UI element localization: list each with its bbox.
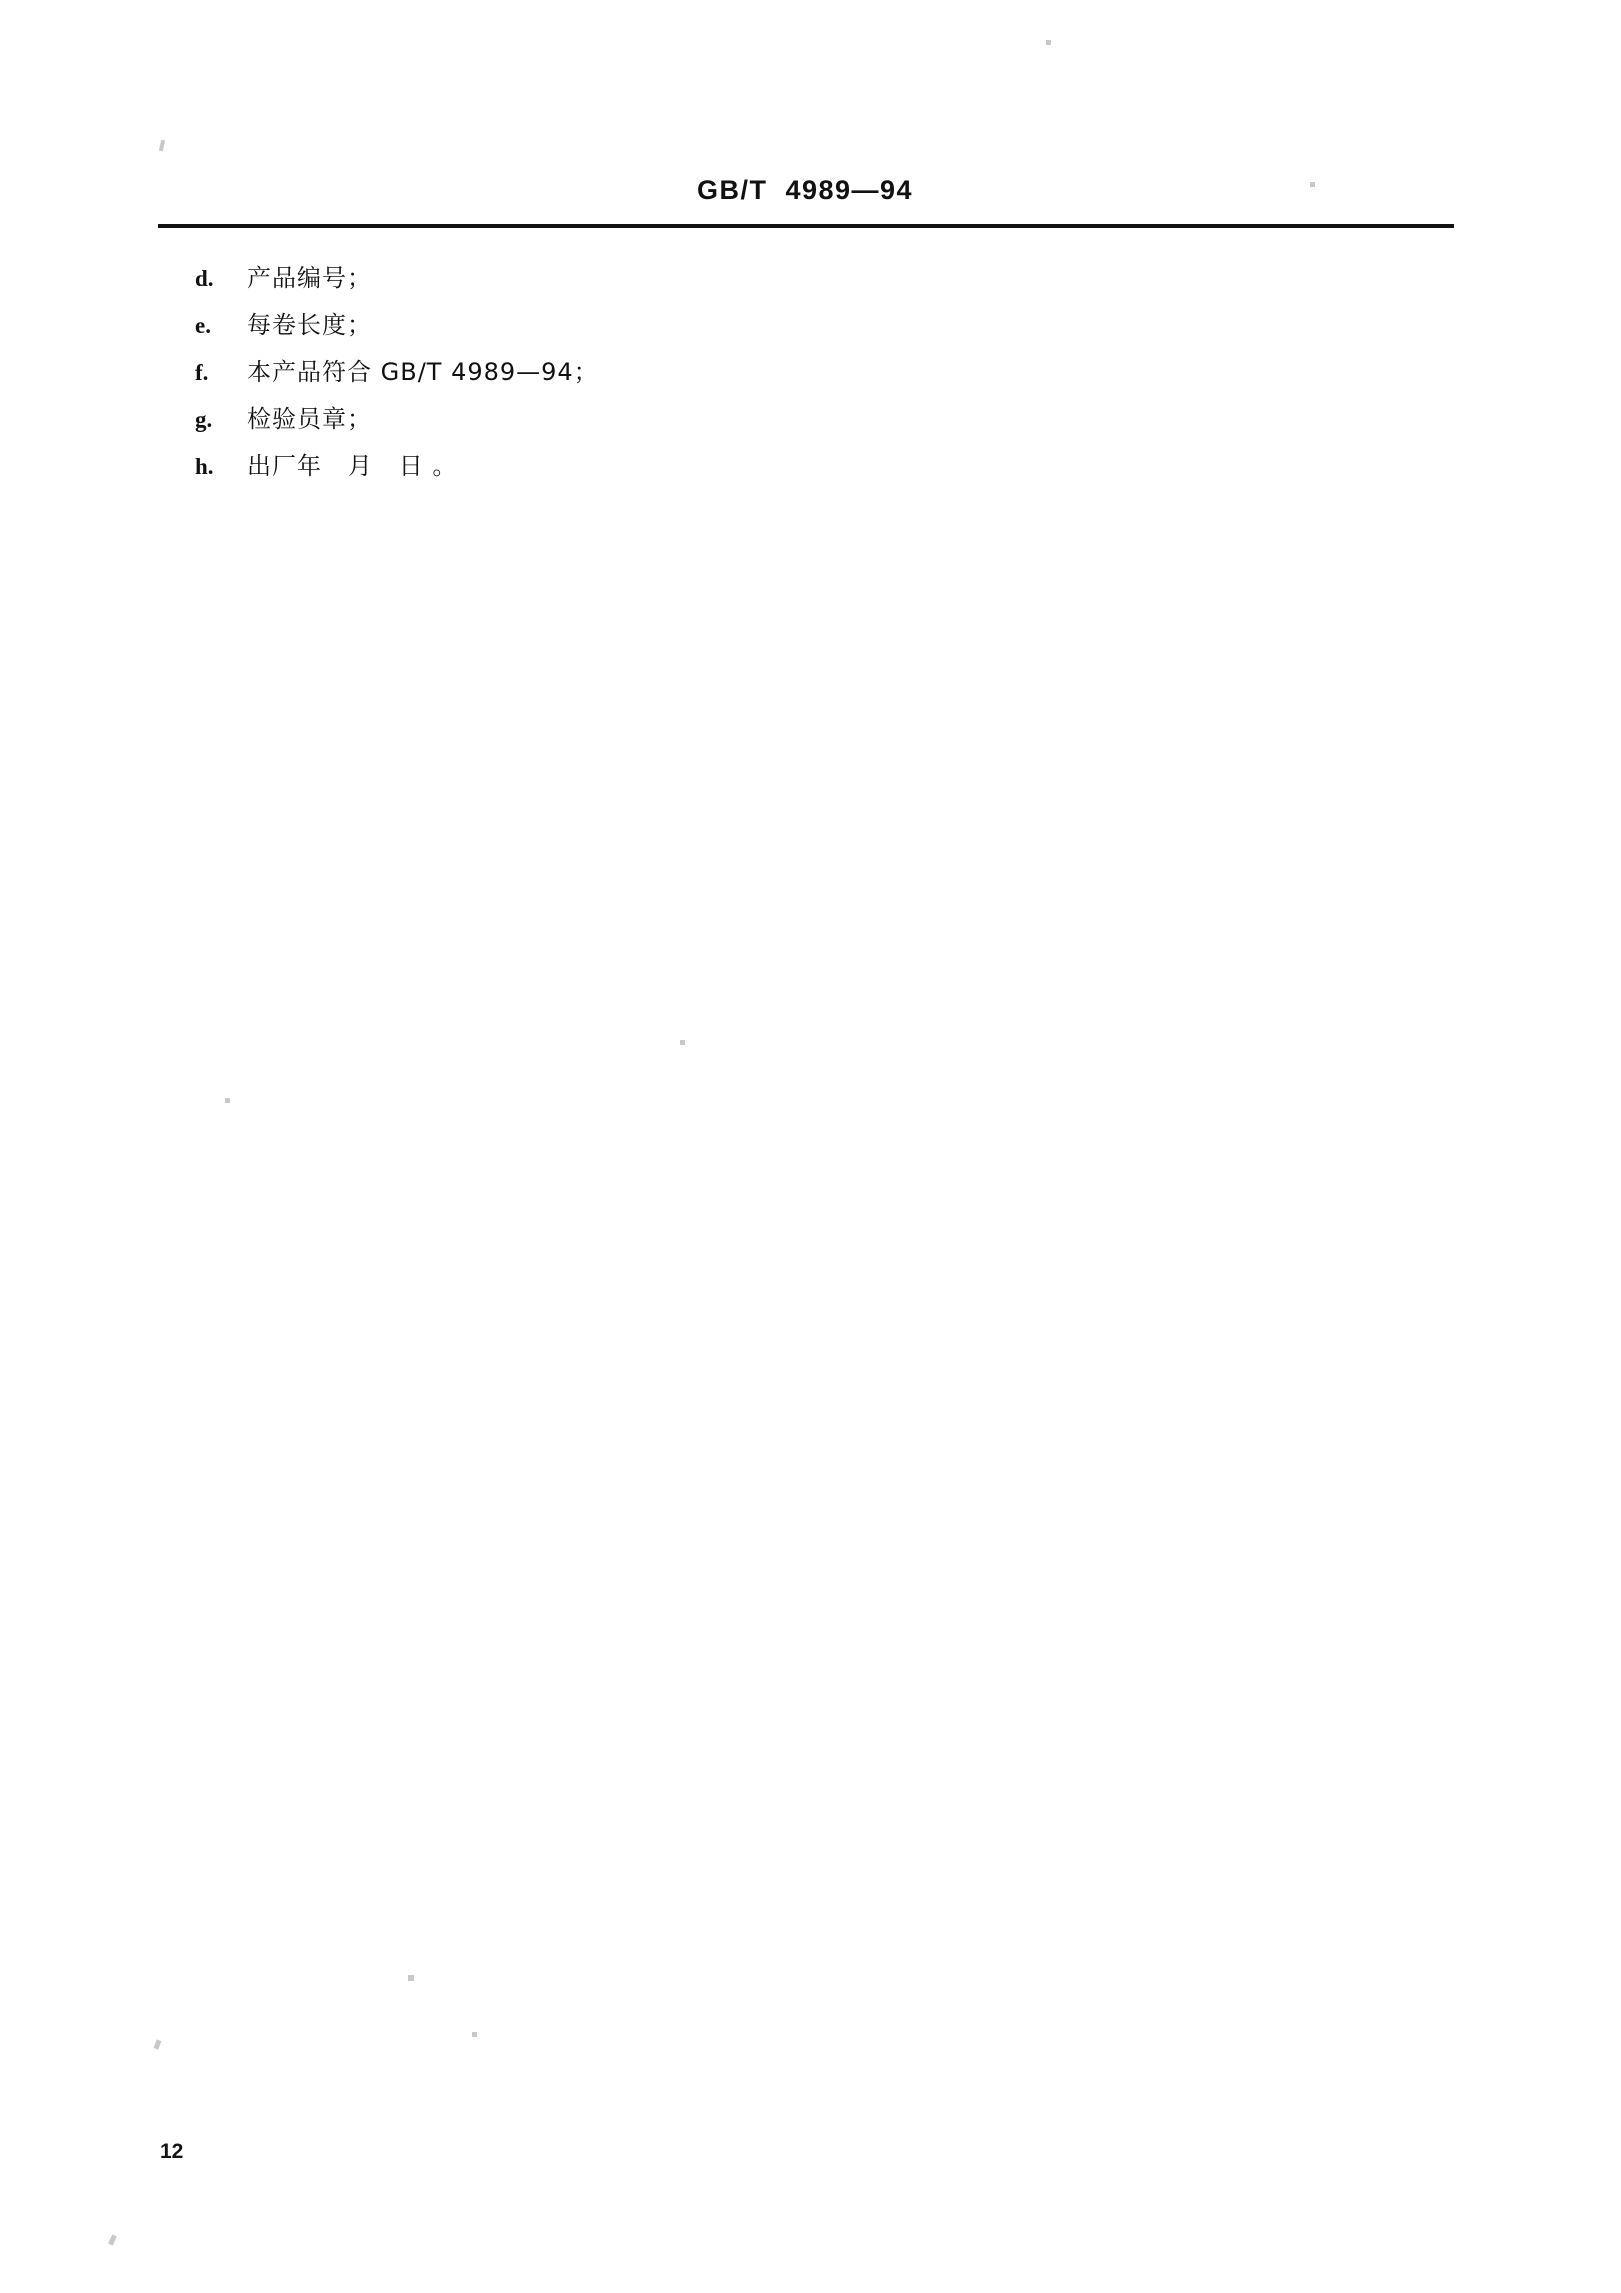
lettered-list <box>195 258 1395 493</box>
list-item-text: 本产品符合 GB/T 4989—94； <box>247 358 599 386</box>
page-header <box>160 175 1450 206</box>
header-rule <box>158 224 1454 228</box>
scan-speck <box>408 1975 414 1981</box>
list-item <box>195 258 1395 305</box>
scan-speck <box>108 2234 117 2245</box>
list-item <box>195 399 1395 446</box>
scan-speck <box>680 1040 685 1045</box>
list-item <box>195 352 1395 399</box>
list-item-text: 出厂年 月 日 。 <box>247 452 458 480</box>
scan-speck <box>1046 40 1051 45</box>
list-item-text: 每卷长度； <box>247 311 372 339</box>
list-item-marker: f. <box>195 360 209 385</box>
list-item-marker: e. <box>195 313 211 338</box>
list-item-marker: h. <box>195 454 214 479</box>
list-item-marker: d. <box>195 266 214 291</box>
page-number: 12 <box>160 2140 184 2163</box>
scan-speck <box>159 140 165 152</box>
list-item-text: 产品编号； <box>247 264 372 292</box>
list-item <box>195 305 1395 352</box>
standard-number: GB/T 4989—94 <box>696 175 914 205</box>
list-item-text: 检验员章； <box>247 405 372 433</box>
scan-speck <box>225 1098 230 1103</box>
scan-speck <box>154 2039 162 2049</box>
list-item-marker: g. <box>195 407 213 432</box>
scan-speck <box>472 2032 477 2037</box>
list-item <box>195 446 1395 493</box>
